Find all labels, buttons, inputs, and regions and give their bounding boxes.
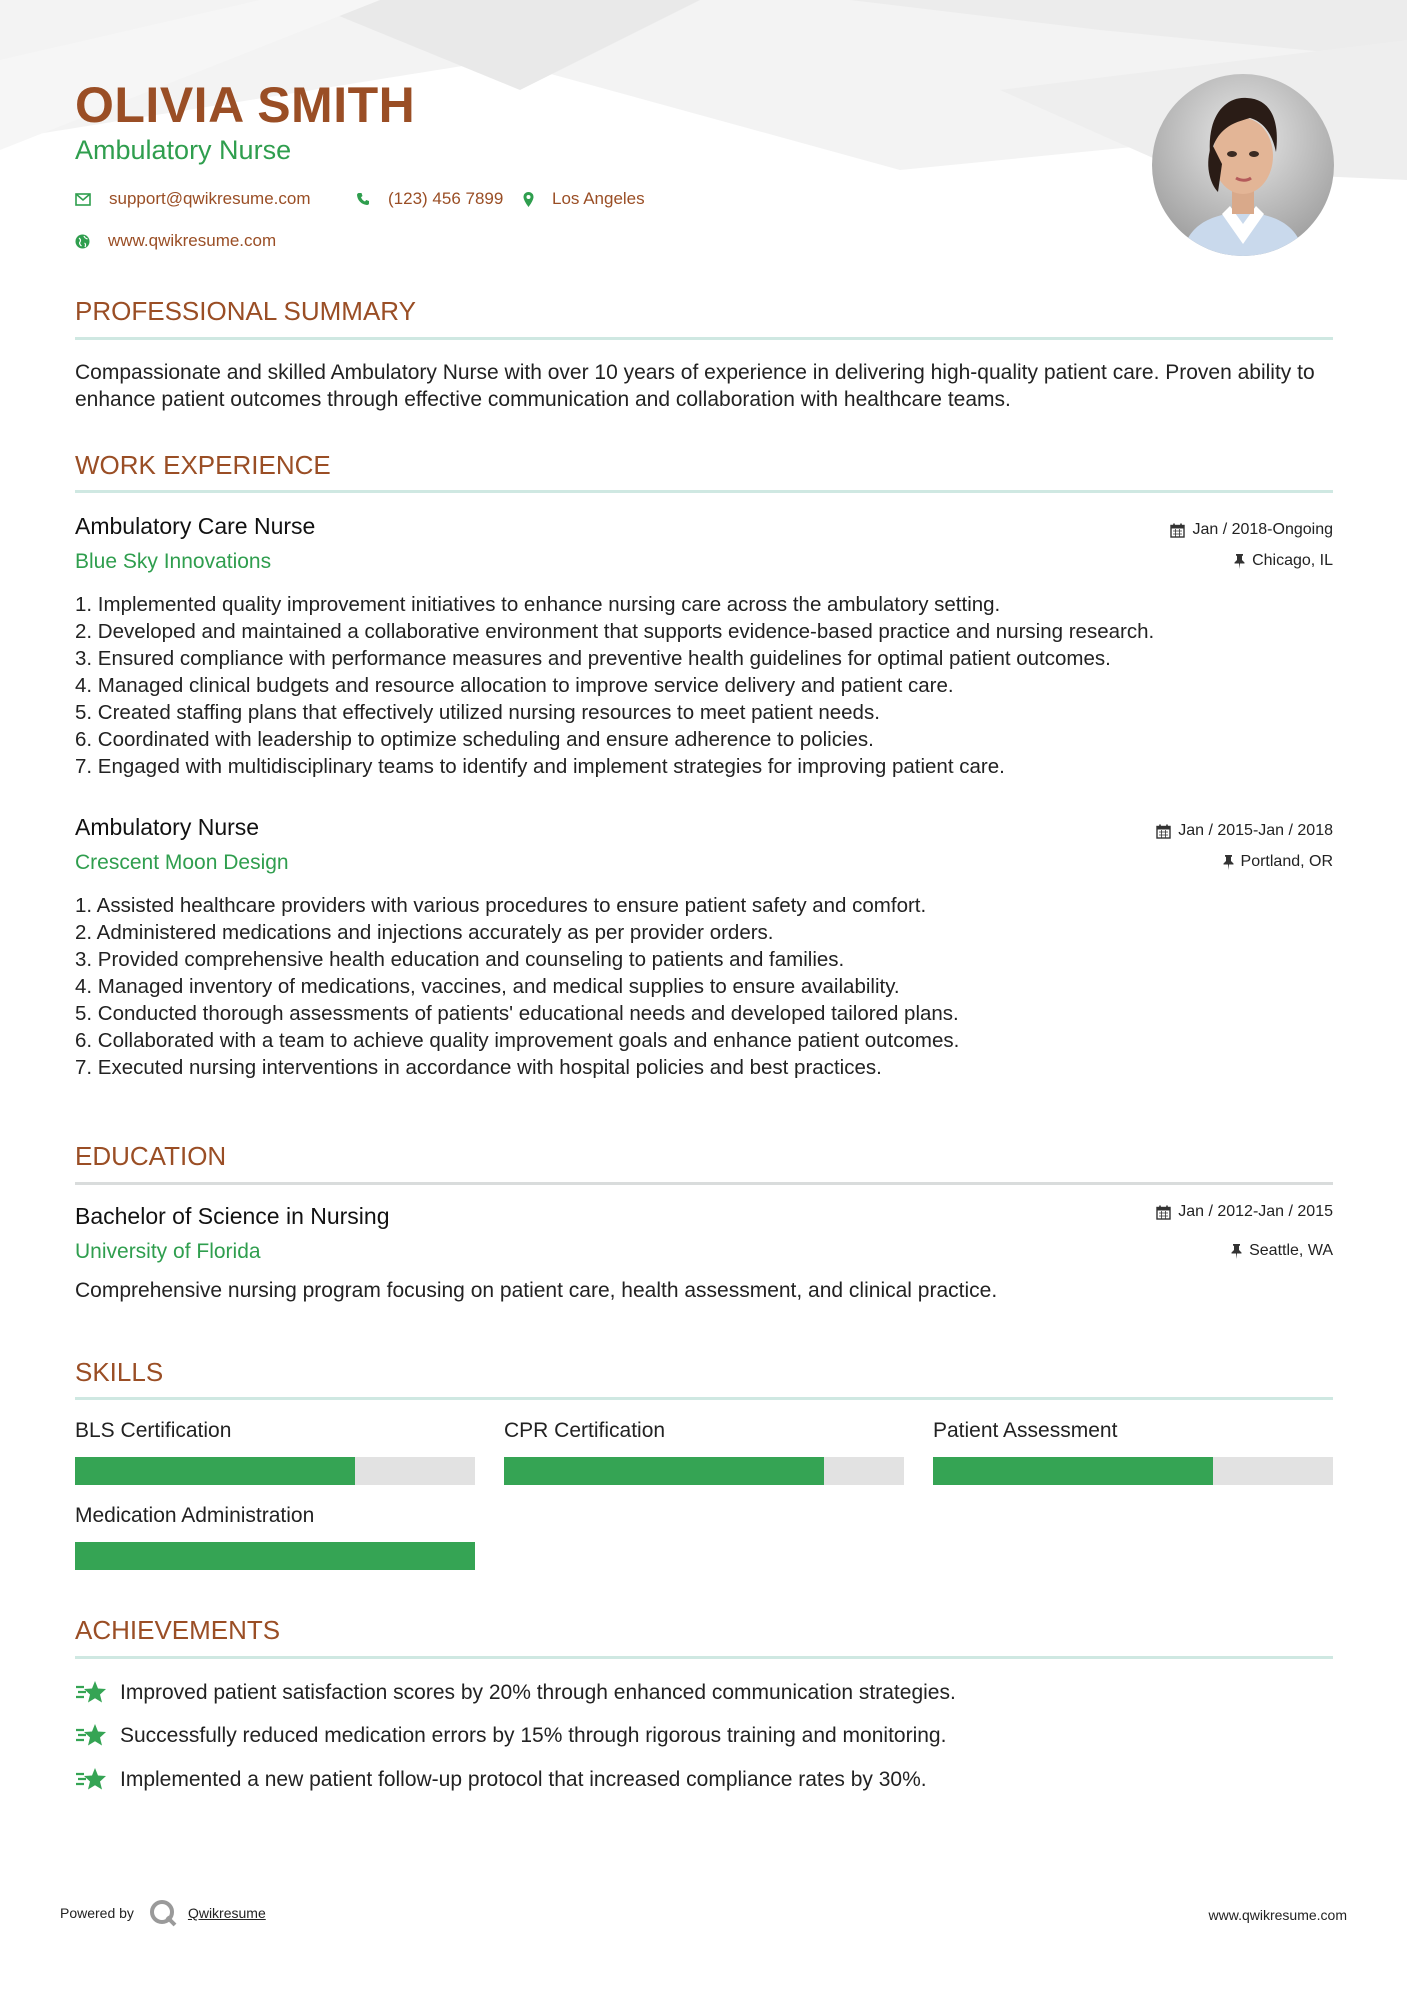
skill-bar-fill [504,1457,824,1485]
skill-bar [933,1457,1333,1485]
achievement-item [75,1679,956,1706]
education-divider [75,1182,1333,1185]
list-item: 3. Ensured compliance with performance measures and preventive health guidelines for optimal patient outcomes. [75,647,1111,670]
skill-bar [75,1542,475,1570]
job-location-text: Chicago, IL [1252,552,1333,569]
job-title: Ambulatory Nurse [75,814,260,840]
job-location [1234,552,1333,570]
profile-photo [1152,74,1334,256]
job-dates [1156,822,1333,840]
job-dates [1170,521,1333,539]
education-heading: EDUCATION [75,1141,227,1171]
star-award-icon [75,1722,108,1749]
list-item: 2. Developed and maintained a collaborative environment that supports evidence-based practice and nursing research. [75,620,1155,643]
pushpin-icon [1223,855,1234,870]
school-name: University of Florida [75,1240,261,1263]
skill-bar-fill [75,1457,355,1485]
list-item: 2. Administered medications and injections accurately as per provider orders. [75,921,774,944]
envelope-icon [75,193,91,206]
skill-bar [75,1457,475,1485]
star-award-icon [75,1679,108,1706]
experience-divider [75,490,1333,493]
footer-url[interactable]: www.qwikresume.com [1208,1907,1347,1923]
pushpin-icon [1231,1244,1242,1259]
powered-by-label: Powered by [60,1905,134,1921]
skills-heading: SKILLS [75,1357,164,1387]
education-dates-text: Jan / 2012-Jan / 2015 [1178,1203,1333,1220]
education-location [1231,1242,1333,1260]
website-text: www.qwikresume.com [108,231,277,250]
list-item: 7. Executed nursing interventions in accordance with hospital policies and best practices. [75,1056,882,1079]
globe-icon [75,234,90,249]
pushpin-icon [1234,554,1245,569]
list-item: 4. Managed clinical budgets and resource allocation to improve service delivery and patient care. [75,674,954,697]
qwikresume-logo-icon [148,1898,178,1928]
achievement-text: Improved patient satisfaction scores by 20% through enhanced communication strategies. [120,1680,956,1704]
contact-phone[interactable] [356,189,503,209]
achievement-item [75,1722,946,1749]
qwikresume-link[interactable]: Qwikresume [187,1905,266,1921]
location-text: Los Angeles [552,189,645,208]
contact-email[interactable] [75,189,311,209]
list-item: 1. Assisted healthcare providers with various procedures to ensure patient safety and comfort. [75,894,927,917]
education-location-text: Seattle, WA [1249,1242,1333,1259]
job-location-text: Portland, OR [1240,853,1333,870]
list-item: 1. Implemented quality improvement initiatives to enhance nursing care across the ambulatory setting. [75,593,1001,616]
skill-label: CPR Certification [504,1419,666,1442]
education-dates [1156,1203,1333,1221]
job-title: Ambulatory Care Nurse [75,513,316,539]
skill-bar-fill [933,1457,1213,1485]
skill-bar [504,1457,904,1485]
job-dates-text: Jan / 2018-Ongoing [1192,521,1333,538]
phone-icon [356,192,370,206]
job-dates-text: Jan / 2015-Jan / 2018 [1178,822,1333,839]
experience-heading: WORK EXPERIENCE [75,450,331,480]
job-location [1223,853,1333,871]
summary-text: Compassionate and skilled Ambulatory Nurse with over 10 years of experience in delivering high-quality patient care. Proven ability to enhance patient outcomes through effective communication and collaboration with healthcare teams. [75,361,1315,411]
list-item: 4. Managed inventory of medications, vaccines, and medical supplies to ensure availability. [75,975,900,998]
summary-divider [75,337,1333,340]
achievement-text: Successfully reduced medication errors by 15% through rigorous training and monitoring. [120,1723,947,1747]
degree-title: Bachelor of Science in Nursing [75,1203,390,1229]
job-company: Blue Sky Innovations [75,550,272,573]
list-item: 5. Conducted thorough assessments of patients' educational needs and developed tailored plans. [75,1002,959,1025]
job-company: Crescent Moon Design [75,851,289,874]
list-item: 7. Engaged with multidisciplinary teams to identify and implement strategies for improving patient care. [75,755,1005,778]
achievement-item [75,1766,927,1793]
list-item: 6. Collaborated with a team to achieve quality improvement goals and enhance patient outcomes. [75,1029,960,1052]
calendar-icon [1156,824,1171,839]
skill-label: Medication Administration [75,1504,315,1527]
job-responsibilities [75,892,959,1081]
contact-location [523,189,645,209]
skills-divider [75,1397,1333,1400]
skill-label: BLS Certification [75,1419,232,1442]
list-item: 6. Coordinated with leadership to optimize scheduling and ensure adherence to policies. [75,728,874,751]
summary-heading: PROFESSIONAL SUMMARY [75,296,416,326]
job-responsibilities [75,591,1154,780]
skill-label: Patient Assessment [933,1419,1118,1442]
candidate-name: OLIVIA SMITH [75,77,416,133]
list-item: 5. Created staffing plans that effectively utilized nursing resources to meet patient needs. [75,701,880,724]
achievements-heading: ACHIEVEMENTS [75,1615,281,1645]
list-item: 3. Provided comprehensive health education and counseling to patients and families. [75,948,845,971]
education-description: Comprehensive nursing program focusing on patient care, health assessment, and clinical practice. [75,1279,998,1302]
phone-text: (123) 456 7899 [388,189,504,208]
achievement-text: Implemented a new patient follow-up protocol that increased compliance rates by 30%. [120,1767,927,1791]
email-text: support@qwikresume.com [109,189,311,208]
achievements-divider [75,1656,1333,1659]
calendar-icon [1170,523,1185,538]
skill-bar-fill [75,1542,475,1570]
map-pin-icon [523,192,534,207]
star-award-icon [75,1766,108,1793]
contact-website[interactable] [75,231,276,251]
candidate-title: Ambulatory Nurse [75,135,292,165]
calendar-icon [1156,1205,1171,1220]
footer-powered-by [60,1898,266,1928]
